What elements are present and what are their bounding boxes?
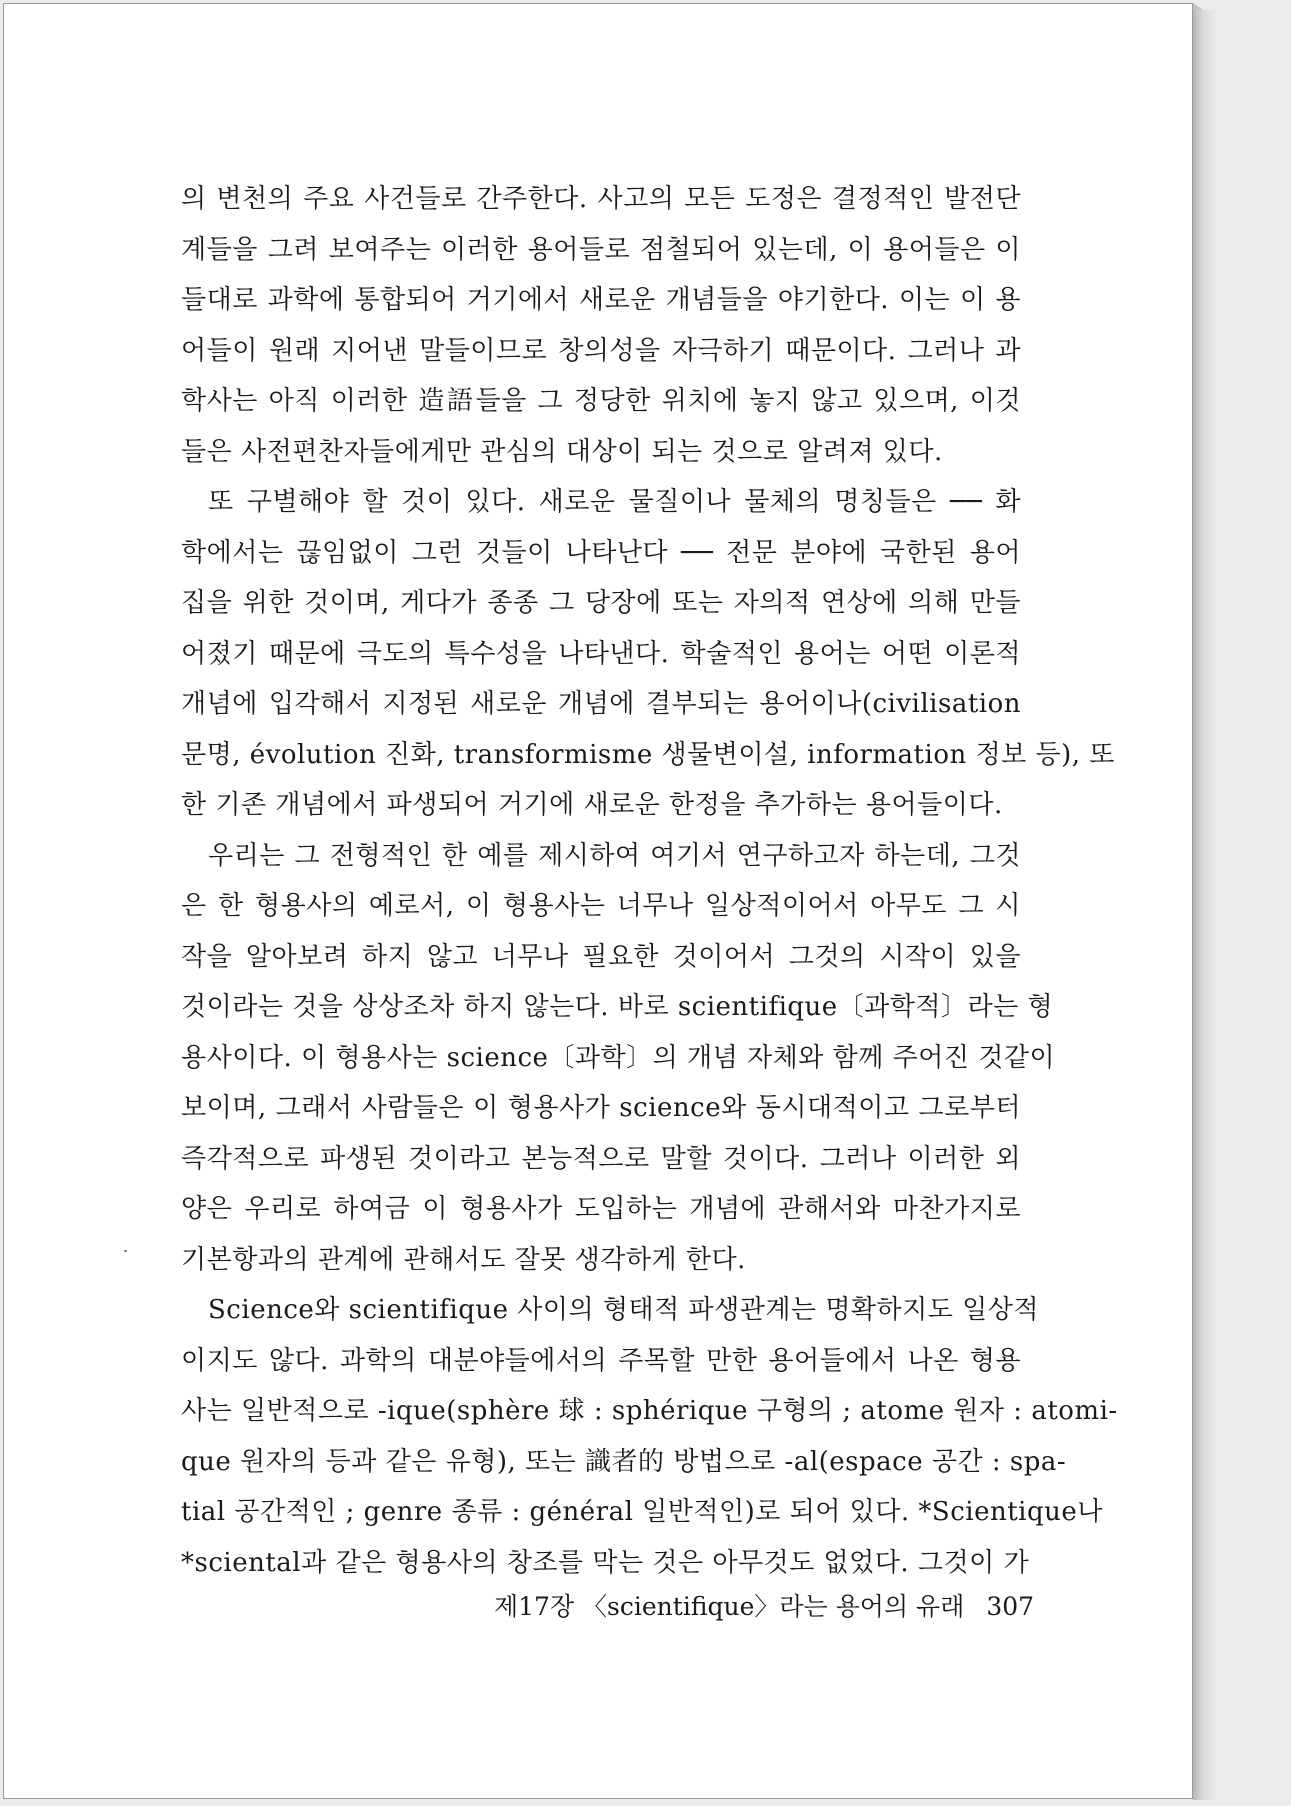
text-line: tial 공간적인 ; genre 종류 : général 일반적인)로 되어 있다. *Scientique나 (181, 1497, 1103, 1527)
text-line: 용사이다. 이 형용사는 science〔과학〕의 개념 자체와 함께 주어진 것같이 (181, 1042, 1056, 1073)
book-page (3, 3, 1193, 1799)
text-line: 작을 알아보려 하지 않고 너무나 필요한 것이어서 그것의 시작이 있을 (181, 941, 1021, 972)
text-line: 의 변천의 주요 사건들로 간주한다. 사고의 모든 도정은 결정적인 발전단 (181, 184, 1021, 214)
text-line: 들은 사전편찬자들에게만 관심의 대상이 되는 것으로 알려져 있다. (181, 436, 943, 467)
text-line: 문명, évolution 진화, transformisme 생물변이설, information 정보 등), 또 (181, 739, 1115, 770)
text-line: 또 구별해야 할 것이 있다. 새로운 물질이나 물체의 명칭들은 ── 화 (208, 487, 1021, 517)
text-line: 어들이 원래 지어낸 말들이므로 창의성을 자극하기 때문이다. 그러나 과 (181, 335, 1021, 366)
text-line: 이지도 않다. 과학의 대분야들에서의 주목할 만한 용어들에서 나온 형용 (181, 1345, 1021, 1376)
text-line: 계들을 그려 보여주는 이러한 용어들로 점철되어 있는데, 이 용어들은 이 (181, 234, 1021, 265)
text-line: 사는 일반적으로 -ique(sphère 球 : sphérique 구형의 ; atome 원자 : atomi- (181, 1396, 1118, 1426)
page-footer (494, 1587, 1034, 1623)
text-line: 기본항과의 관계에 관해서도 잘못 생각하게 한다. (181, 1244, 746, 1275)
page-edge-shadow (1193, 10, 1217, 1800)
text-line: 개념에 입각해서 지정된 새로운 개념에 결부되는 용어이나(civilisation (181, 689, 1021, 719)
text-line: *sciental과 같은 형용사의 창조를 막는 것은 아무것도 없었다. 그것이 가 (181, 1547, 1030, 1578)
text-line: 보이며, 그래서 사람들은 이 형용사가 science와 동시대적이고 그로부터 (181, 1093, 1021, 1123)
text-line: 어졌기 때문에 극도의 특수성을 나타낸다. 학술적인 용어는 어떤 이론적 (181, 638, 1021, 669)
text-line: 양은 우리로 하여금 이 형용사가 도입하는 개념에 관해서와 마찬가지로 (181, 1194, 1021, 1224)
text-line: 들대로 과학에 통합되어 거기에서 새로운 개념들을 야기한다. 이는 이 용 (181, 285, 1021, 315)
text-line: 것이라는 것을 상상조차 하지 않는다. 바로 scientifique〔과학적〕라는 형 (181, 992, 1054, 1022)
text-line: 우리는 그 전형적인 한 예를 제시하여 여기서 연구하고자 하는데, 그것 (208, 840, 1021, 871)
text-line: 한 기존 개념에서 파생되어 거기에 새로운 한정을 추가하는 용어들이다. (181, 790, 1003, 820)
text-line: Science와 scientifique 사이의 형태적 파생관계는 명확하지도 일상적 (208, 1295, 1040, 1325)
text-line: 은 한 형용사의 예로서, 이 형용사는 너무나 일상적이어서 아무도 그 시 (181, 891, 1021, 921)
text-line: 집을 위한 것이며, 게다가 종종 그 당장에 또는 자의적 연상에 의해 만들 (181, 588, 1021, 618)
text-line: 즉각적으로 파생된 것이라고 본능적으로 말할 것이다. 그러나 이러한 외 (181, 1143, 1021, 1174)
body-text (181, 174, 1118, 1588)
page-speck (124, 1250, 127, 1252)
page-number: 307 (986, 1592, 1035, 1621)
text-line: 학에서는 끊임없이 그런 것들이 나타난다 ── 전문 분야에 국한된 용어 (181, 537, 1021, 568)
chapter-title: 제17장 〈scientifique〉라는 용어의 유래 (494, 1592, 965, 1621)
text-line: 학사는 아직 이러한 造語들을 그 정당한 위치에 놓지 않고 있으며, 이것 (181, 386, 1021, 416)
text-line: que 원자의 등과 같은 유형), 또는 識者的 방법으로 -al(espace 공간 : spa- (181, 1446, 1067, 1477)
